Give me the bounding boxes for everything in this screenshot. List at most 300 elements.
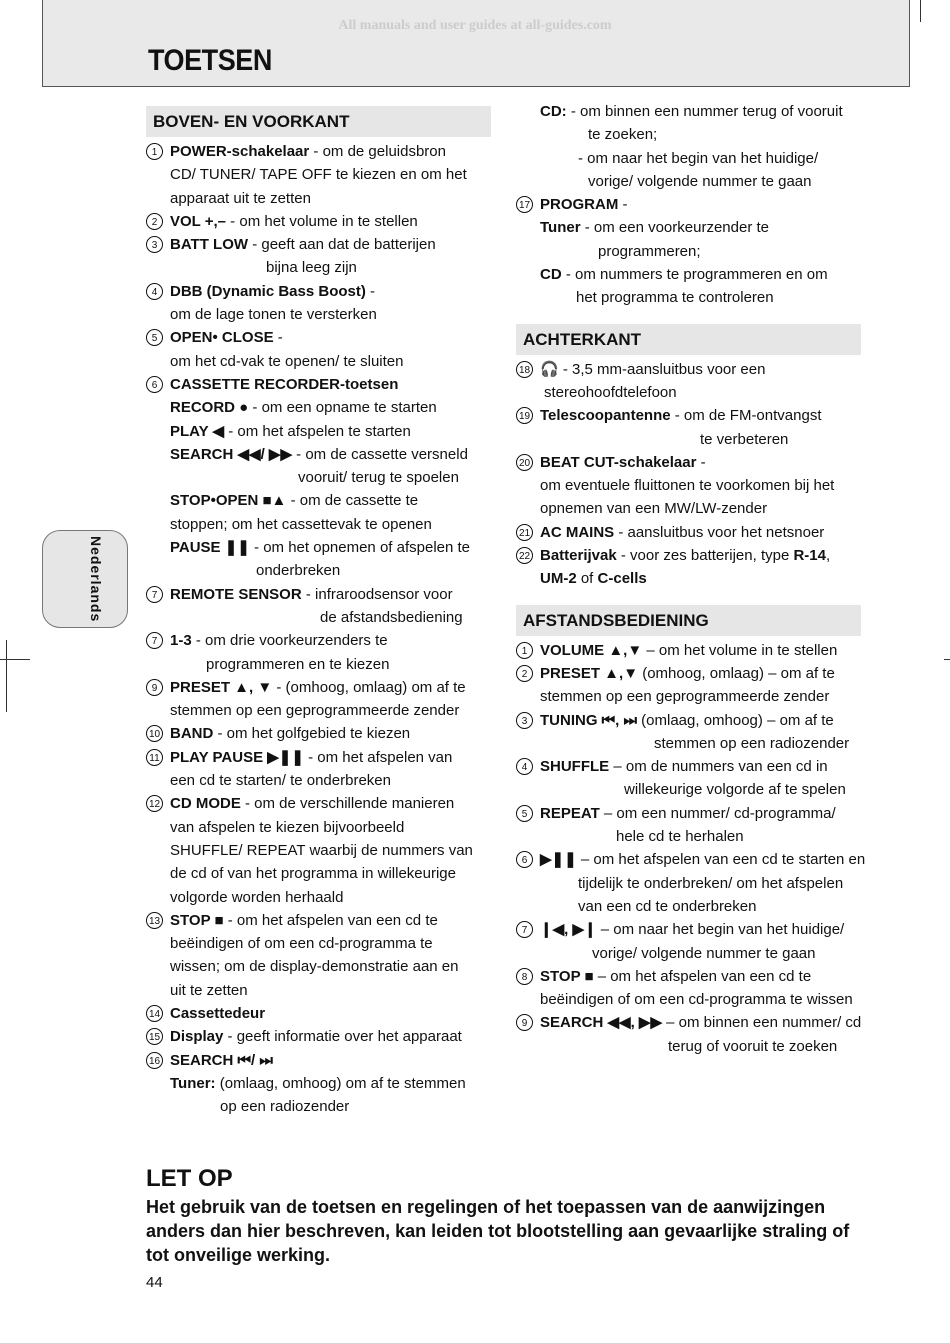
item-number: 7: [516, 921, 533, 938]
list-item: [516, 544, 861, 591]
description-text: vorige/ volgende nummer te gaan: [588, 172, 812, 190]
text-line: [516, 147, 861, 170]
item-number: 3: [516, 712, 533, 729]
item-number: 5: [516, 805, 533, 822]
text-line: [540, 216, 861, 239]
control-name: SEARCH ◀◀/ ▶▶: [170, 445, 292, 463]
list-item: [146, 1002, 491, 1025]
text-line: [516, 170, 861, 193]
remote-controls-list: [516, 639, 866, 1058]
control-name: BAND: [170, 725, 214, 743]
list-item: [146, 676, 491, 723]
description-text: - om een opname te starten: [248, 399, 437, 417]
item-number: 14: [146, 1005, 163, 1022]
list-item: [516, 404, 861, 451]
description-text: (omhoog, omlaag) – om af te: [638, 664, 835, 682]
item-number: 6: [146, 376, 163, 393]
item-number: 15: [146, 1028, 163, 1045]
control-name: PRESET ▲, ▼: [170, 678, 273, 696]
list-item: [516, 193, 861, 309]
control-name: REPEAT: [540, 804, 600, 822]
item-number: 21: [516, 524, 533, 541]
list-item: [146, 746, 491, 793]
watermark: All manuals and user guides at all-guides.com: [338, 18, 612, 33]
control-name: Telescoopantenne: [540, 407, 671, 425]
text-line: [540, 709, 861, 732]
item-body: [540, 451, 861, 521]
item-number: 18: [516, 361, 533, 378]
control-name: Tuner:: [170, 1074, 216, 1092]
description-text: vorige/ volgende nummer te gaan: [592, 944, 816, 962]
battery-cell-type: C-cells: [597, 570, 647, 588]
control-name: SEARCH ◀◀, ▶▶: [540, 1014, 662, 1032]
description-text: - aansluitbus voor het netsnoer: [614, 523, 825, 541]
text-line: [170, 769, 491, 792]
text-line: [170, 396, 491, 419]
control-name: SHUFFLE: [540, 758, 610, 776]
item-number: 13: [146, 912, 163, 929]
text-line: [540, 240, 861, 263]
description-text: - om het afspelen van: [303, 748, 453, 766]
text-line: [170, 1072, 491, 1095]
text-line: [170, 466, 491, 489]
description-text: een cd te starten/ te onderbreken: [170, 772, 391, 790]
description-text: - om de verschillende manieren: [240, 795, 455, 813]
item-body: [540, 965, 861, 1012]
item-body: [540, 662, 861, 709]
warning-title: LET OP: [146, 1165, 233, 1192]
control-name: STOP ■: [540, 967, 594, 985]
text-line: [540, 895, 865, 918]
description-text: om eventuele fluittonen te voorkomen bij het: [540, 477, 835, 495]
description-text: -: [365, 282, 376, 300]
item-number: 17: [516, 196, 533, 213]
text-line: [540, 567, 861, 590]
list-item: [516, 1011, 861, 1058]
description-text: programmeren;: [598, 242, 701, 260]
description-text: vooruit/ terug te spoelen: [298, 469, 459, 487]
language-tab-label: Nederlands: [88, 536, 104, 623]
control-name: TUNING ⏮, ⏭: [540, 711, 637, 729]
right-column: [516, 100, 866, 1058]
description-text: stemmen op een geprogrammeerde zender: [540, 688, 830, 706]
description-text: - om de geluidsbron: [309, 143, 446, 160]
text-line: [170, 653, 491, 676]
description-text: - om naar het begin van het huidige/: [578, 149, 819, 167]
text-line: [540, 848, 865, 871]
section-heading-remote: AFSTANDSBEDIENING: [516, 605, 861, 636]
control-name: CD:: [540, 103, 567, 120]
description-text: -: [696, 453, 706, 471]
list-item: [146, 792, 491, 908]
item-body: [170, 792, 491, 908]
text-line: [540, 193, 861, 216]
text-line: [540, 381, 861, 404]
text-line: [170, 676, 491, 699]
description-text: – om het volume in te stellen: [642, 641, 838, 659]
description-text: van afspelen te kiezen bijvoorbeeld: [170, 818, 405, 836]
text-line: [516, 123, 861, 146]
item-number: 12: [146, 795, 163, 812]
description-text: - om nummers te programmeren en om: [561, 266, 828, 284]
text-line: [170, 140, 491, 163]
description-text: - (omhoog, omlaag) om af te: [272, 678, 466, 696]
description-text: – om het afspelen van een cd te starten en: [576, 851, 866, 869]
section-heading-back: ACHTERKANT: [516, 324, 861, 355]
description-text: - om de FM-ontvangst: [670, 407, 822, 425]
control-name: AC MAINS: [540, 523, 615, 541]
crop-mark: [920, 0, 921, 22]
description-text: - voor zes batterijen, type: [616, 547, 794, 565]
text-line: [170, 629, 491, 652]
description-text: - infraroodsensor voor: [301, 585, 453, 603]
item-number: 9: [516, 1014, 533, 1031]
text-line: [540, 802, 861, 825]
text-line: [540, 497, 861, 520]
control-name: Display: [170, 1028, 224, 1046]
list-item: [516, 521, 861, 544]
text-line: [540, 451, 861, 474]
description-text: hele cd te herhalen: [616, 828, 744, 846]
description-text: het programma te controleren: [576, 289, 774, 307]
text-line: [540, 778, 861, 801]
item-body: [170, 1049, 491, 1119]
list-item: [146, 1025, 491, 1048]
control-name: UM-2: [540, 570, 577, 588]
description-text: - om de cassette te: [286, 492, 419, 510]
control-name: 1-3: [170, 632, 192, 650]
description-text: tijdelijk te onderbreken/ om het afspelen: [578, 874, 844, 892]
text-line: [170, 1002, 491, 1025]
description-text: om het cd-vak te openen/ te sluiten: [170, 352, 404, 370]
item-body: [170, 583, 491, 630]
description-text: - om het afspelen te starten: [224, 422, 411, 440]
control-name: VOLUME ▲,▼: [540, 641, 643, 659]
text-line: [170, 513, 491, 536]
description-text: -: [273, 329, 283, 347]
control-name: ❙◀, ▶❙: [540, 921, 597, 939]
text-line: [170, 909, 491, 932]
text-line: [170, 420, 491, 443]
warning-text: Het gebruik van de toetsen en regelingen of het toepassen van de aanwijzingen anders dan hier beschreven, kan leiden tot blootstelling aan gevaarlijke straling of tot onveilige werking.: [146, 1197, 850, 1265]
list-item: [516, 755, 861, 802]
item-body: [540, 404, 861, 451]
description-text: – om binnen een nummer/ cd: [662, 1014, 862, 1032]
description-text: beëindigen of om een cd-programma te: [170, 935, 433, 953]
item-body: [540, 802, 861, 849]
description-text: - om een voorkeurzender te: [580, 219, 769, 237]
text-line: [170, 699, 491, 722]
description-text: – om naar het begin van het huidige/: [596, 921, 845, 939]
control-name: SEARCH ⏮/ ⏭: [170, 1051, 273, 1069]
list-item: [146, 629, 491, 676]
text-line: [170, 722, 491, 745]
item-body: [170, 326, 491, 373]
item-number: 19: [516, 407, 533, 424]
section-heading-front: BOVEN- EN VOORKANT: [146, 106, 491, 137]
crop-mark: [0, 659, 30, 660]
item-number: 10: [146, 725, 163, 742]
description-text: om de lage tonen te versterken: [170, 306, 377, 324]
item-body: [540, 639, 861, 662]
text-line: [170, 256, 491, 279]
description-text: bijna leeg zijn: [266, 259, 357, 277]
text-line: [516, 100, 861, 123]
text-line: [170, 373, 491, 396]
item-number: 22: [516, 547, 533, 564]
list-item: [516, 918, 861, 965]
crop-mark: [6, 640, 7, 712]
text-line: [540, 544, 861, 567]
list-item: [146, 373, 491, 583]
item-body: [170, 909, 491, 1002]
text-line: [170, 443, 491, 466]
text-line: [540, 639, 861, 662]
description-text: te zoeken;: [588, 126, 658, 144]
description-text: willekeurige volgorde af te spelen: [624, 781, 846, 799]
control-name: VOL +,–: [170, 212, 227, 230]
control-name: POWER-schakelaar: [170, 143, 310, 160]
description-text: – om een nummer/ cd-programma/: [599, 804, 836, 822]
text-line: [170, 1095, 491, 1118]
control-name: BATT LOW: [170, 236, 249, 254]
text-line: [540, 732, 861, 755]
text-line: [170, 792, 491, 815]
text-line: [170, 233, 491, 256]
description-text: -: [618, 196, 628, 214]
list-item: [516, 965, 861, 1012]
item-body: [170, 1002, 491, 1025]
description-text: de cd of van het programma in willekeurige: [170, 865, 456, 883]
description-text: - geeft aan dat de batterijen: [248, 236, 436, 254]
item-body: [170, 280, 491, 327]
text-line: [170, 303, 491, 326]
text-line: [540, 286, 861, 309]
back-controls-list: [516, 358, 861, 591]
text-line: [170, 583, 491, 606]
description-text: - geeft informatie over het apparaat: [223, 1028, 462, 1046]
left-column: [146, 106, 491, 1118]
text-line: [170, 1049, 491, 1072]
text-line: [540, 825, 861, 848]
description-text: – om de nummers van een cd in: [609, 758, 828, 776]
page-number: 44: [146, 1274, 163, 1291]
text-line: [540, 358, 861, 381]
text-line: [170, 280, 491, 303]
item-number: 4: [146, 283, 163, 300]
item-body: [170, 746, 491, 793]
description-text: beëindigen of om een cd-programma te wissen: [540, 991, 853, 1009]
text-line: [170, 862, 491, 885]
item-number: 2: [516, 665, 533, 682]
description-text: de afstandsbediening: [320, 608, 463, 626]
description-text: – om het afspelen van een cd te: [593, 967, 812, 985]
text-line: [540, 918, 861, 941]
description-text: - om de cassette versneld: [292, 445, 468, 463]
crop-mark: [944, 659, 950, 660]
list-item: [516, 639, 861, 662]
description-text: - om het afspelen van een cd te: [223, 911, 438, 929]
description-text: SHUFFLE/ REPEAT waarbij de nummers van: [170, 841, 473, 859]
item-body: [540, 193, 861, 309]
text-line: [540, 965, 861, 988]
text-line: [540, 428, 861, 451]
item-number: 6: [516, 851, 533, 868]
control-name: STOP ■: [170, 911, 224, 929]
list-item: [146, 280, 491, 327]
description-text: terug of vooruit te zoeken: [668, 1037, 838, 1055]
text-line: [170, 350, 491, 373]
item-body: [170, 233, 491, 280]
item-number: 9: [146, 679, 163, 696]
text-line: [540, 755, 861, 778]
text-line: [170, 187, 491, 210]
language-tab: [42, 530, 128, 628]
program-controls-list: [516, 193, 861, 309]
text-line: [170, 979, 491, 1002]
item-number: 16: [146, 1052, 163, 1069]
text-line: [540, 1035, 861, 1058]
item-number: 7: [146, 586, 163, 603]
list-item: [146, 233, 491, 280]
description-text: CD/ TUNER/ TAPE OFF te kiezen en om het: [170, 166, 467, 184]
description-text: stemmen op een radiozender: [654, 734, 850, 752]
description-text: of: [576, 570, 598, 588]
item-number: 1: [516, 642, 533, 659]
text-line: [170, 746, 491, 769]
item-body: [170, 140, 491, 210]
text-line: [170, 816, 491, 839]
control-name: CASSETTE RECORDER-toetsen: [170, 375, 399, 393]
list-item: [516, 848, 866, 918]
item-number: 20: [516, 454, 533, 471]
description-text: stemmen op een geprogrammeerde zender: [170, 702, 460, 720]
description-text: uit te zetten: [170, 981, 248, 999]
control-name: Cassettedeur: [170, 1004, 266, 1022]
description-text: (omlaag, omhoog) – om af te: [637, 711, 834, 729]
description-text: opnemen van een MW/LW-zender: [540, 500, 768, 518]
description-text: (omlaag, omhoog) om af te stemmen: [215, 1074, 466, 1092]
text-line: [540, 1011, 861, 1034]
description-text: - om drie voorkeurzenders te: [191, 632, 388, 650]
text-line: [170, 932, 491, 955]
list-item: [146, 210, 491, 233]
control-name: OPEN• CLOSE: [170, 329, 274, 347]
item-body: [540, 544, 861, 591]
control-name: Batterijvak: [540, 547, 617, 565]
control-name: STOP•OPEN ■▲: [170, 492, 287, 510]
list-item: [146, 722, 491, 745]
text-line: [170, 886, 491, 909]
item-body: [170, 629, 491, 676]
description-text: apparaat uit te zetten: [170, 189, 311, 207]
item-number: 7: [146, 632, 163, 649]
list-item: [146, 140, 491, 210]
control-name: BEAT CUT-schakelaar: [540, 453, 697, 471]
text-line: [170, 326, 491, 349]
control-name: PLAY ◀: [170, 422, 225, 440]
description-text: op een radiozender: [220, 1098, 350, 1116]
item-number: 4: [516, 758, 533, 775]
control-name: REMOTE SENSOR: [170, 585, 302, 603]
item-body: [170, 676, 491, 723]
description-text: onderbreken: [256, 562, 341, 580]
list-item: [516, 451, 861, 521]
cd-search-description: [516, 100, 861, 193]
control-name: CD: [540, 266, 562, 284]
control-name: DBB (Dynamic Bass Boost): [170, 282, 366, 300]
item-number: 3: [146, 236, 163, 253]
list-item: [516, 709, 861, 756]
text-line: [170, 163, 491, 186]
description-text: programmeren en te kiezen: [206, 655, 390, 673]
description-text: - om het volume in te stellen: [226, 212, 418, 230]
list-item: [146, 583, 491, 630]
description-text: wissen; om de display-demonstratie aan en: [170, 958, 459, 976]
item-number: 5: [146, 329, 163, 346]
item-body: [540, 709, 861, 756]
list-item: [516, 802, 861, 849]
list-item: [146, 326, 491, 373]
text-line: [170, 1025, 491, 1048]
item-body: [170, 210, 491, 233]
text-line: [540, 662, 861, 685]
description-text: stereohoofdtelefoon: [544, 383, 677, 401]
text-line: [540, 872, 865, 895]
description-text: 🎧 - 3,5 mm-aansluitbus voor een: [540, 360, 766, 378]
description-text: - om binnen een nummer terug of vooruit: [566, 103, 843, 120]
item-body: [540, 848, 865, 918]
list-item: [146, 1049, 491, 1119]
item-body: [170, 373, 491, 583]
text-line: [540, 474, 861, 497]
item-body: [170, 722, 491, 745]
item-body: [170, 1025, 491, 1048]
item-body: [540, 918, 861, 965]
item-body: [540, 358, 861, 405]
item-number: 1: [146, 143, 163, 160]
control-name: Tuner: [540, 219, 581, 237]
text-line: [170, 559, 491, 582]
control-name: CD MODE: [170, 795, 241, 813]
text-line: [170, 606, 491, 629]
text-line: [170, 955, 491, 978]
description-text: - om het opnemen of afspelen te: [249, 539, 471, 557]
control-name: RECORD ●: [170, 399, 249, 417]
description-text: van een cd te onderbreken: [578, 897, 757, 915]
text-line: [540, 263, 861, 286]
list-item: [516, 358, 861, 405]
control-name: PLAY PAUSE ▶❚❚: [170, 748, 304, 766]
front-controls-list: [146, 140, 491, 1118]
control-name: PAUSE ❚❚: [170, 539, 250, 557]
list-item: [516, 662, 861, 709]
text-line: [540, 521, 861, 544]
battery-type: R-14: [793, 547, 826, 565]
description-text: - om het golfgebied te kiezen: [213, 725, 411, 743]
text-line: [170, 210, 491, 233]
description-text: stoppen; om het cassettevak te openen: [170, 515, 432, 533]
text-line: [170, 489, 491, 512]
list-item: [146, 909, 491, 1002]
item-body: [540, 1011, 861, 1058]
control-name: PROGRAM: [540, 196, 619, 214]
text-line: [540, 685, 861, 708]
item-body: [540, 755, 861, 802]
control-name: PRESET ▲,▼: [540, 664, 639, 682]
text-line: [540, 404, 861, 427]
item-body: [540, 521, 861, 544]
